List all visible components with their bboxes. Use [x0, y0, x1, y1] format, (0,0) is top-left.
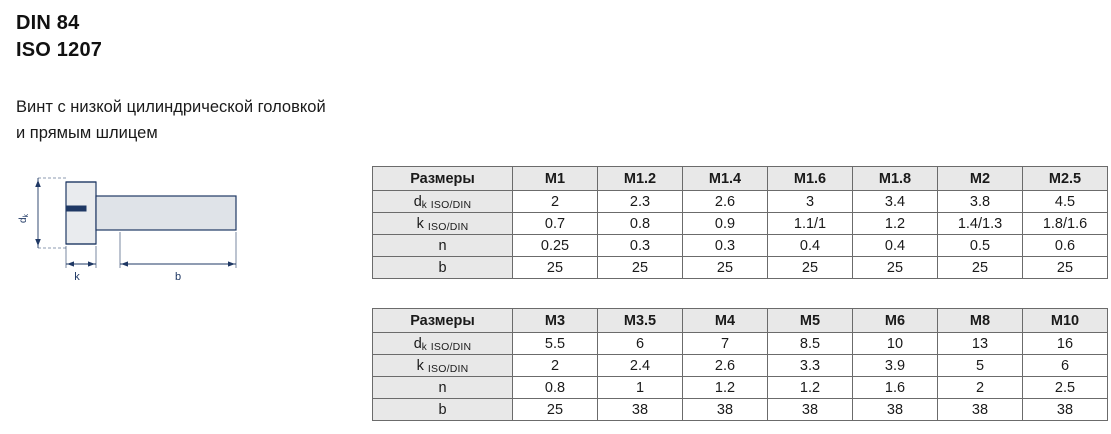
cell: 25 [853, 257, 938, 279]
col-header-m12: M1.2 [598, 167, 683, 191]
table-row [373, 333, 1108, 355]
row-label-n: n [373, 235, 513, 257]
cell: 38 [1023, 399, 1108, 421]
cell: 3.9 [853, 355, 938, 377]
col-header-sizes: Размеры [373, 309, 513, 333]
cell: 16 [1023, 333, 1108, 355]
cell: 0.3 [598, 235, 683, 257]
cell: 3.4 [853, 191, 938, 213]
cell: 38 [853, 399, 938, 421]
cell: 1.2 [683, 377, 768, 399]
product-description [16, 94, 366, 146]
table-header-row [373, 309, 1108, 333]
cell: 8.5 [768, 333, 853, 355]
cell: 5 [938, 355, 1023, 377]
cell: 25 [1023, 257, 1108, 279]
standard-din: DIN 84 [16, 12, 80, 34]
cell: 2.6 [683, 191, 768, 213]
table-row [373, 355, 1108, 377]
col-header-m18: M1.8 [853, 167, 938, 191]
cell: 13 [938, 333, 1023, 355]
cell: 2.4 [598, 355, 683, 377]
cell: 38 [683, 399, 768, 421]
col-header-m6: M6 [853, 309, 938, 333]
cell: 1.8/1.6 [1023, 213, 1108, 235]
cell: 2.6 [683, 355, 768, 377]
cell: 1.4/1.3 [938, 213, 1023, 235]
cell: 0.4 [853, 235, 938, 257]
cell: 2.3 [598, 191, 683, 213]
dimensions-table-small [372, 166, 1108, 279]
row-label-k: k ISO/DIN [373, 355, 513, 377]
cell: 2 [513, 191, 598, 213]
cell: 3.3 [768, 355, 853, 377]
cell: 0.4 [768, 235, 853, 257]
cell: 25 [513, 257, 598, 279]
table-row [373, 377, 1108, 399]
col-header-m16: M1.6 [768, 167, 853, 191]
header-block [16, 10, 366, 146]
cell: 2 [938, 377, 1023, 399]
cell: 0.8 [598, 213, 683, 235]
cell: 25 [513, 399, 598, 421]
cell: 2.5 [1023, 377, 1108, 399]
table-row [373, 191, 1108, 213]
cell: 4.5 [1023, 191, 1108, 213]
cell: 3.8 [938, 191, 1023, 213]
col-header-m14: M1.4 [683, 167, 768, 191]
table-header-row [373, 167, 1108, 191]
row-label-n: n [373, 377, 513, 399]
col-header-m3: M3 [513, 309, 598, 333]
row-label-dk: dk ISO/DIN [373, 333, 513, 355]
row-label-dk: dk ISO/DIN [373, 191, 513, 213]
row-label-b: b [373, 257, 513, 279]
cell: 0.3 [683, 235, 768, 257]
cell: 38 [938, 399, 1023, 421]
standard-title [16, 10, 366, 64]
cell: 38 [598, 399, 683, 421]
standard-iso: ISO 1207 [16, 39, 103, 61]
cell: 0.7 [513, 213, 598, 235]
cell: 1.2 [853, 213, 938, 235]
cell: 5.5 [513, 333, 598, 355]
cell: 25 [683, 257, 768, 279]
col-header-m5: M5 [768, 309, 853, 333]
cell: 0.5 [938, 235, 1023, 257]
col-header-m2: M2 [938, 167, 1023, 191]
cell: 25 [768, 257, 853, 279]
description-line-1: Винт с низкой цилиндрической головкой [16, 98, 326, 116]
cell: 25 [598, 257, 683, 279]
cell: 2 [513, 355, 598, 377]
cell: 1.6 [853, 377, 938, 399]
col-header-sizes: Размеры [373, 167, 513, 191]
col-header-m10: M10 [1023, 309, 1108, 333]
row-label-k: k ISO/DIN [373, 213, 513, 235]
row-label-b: b [373, 399, 513, 421]
cell: 7 [683, 333, 768, 355]
col-header-m35: M3.5 [598, 309, 683, 333]
cell: 0.6 [1023, 235, 1108, 257]
description-line-2: и прямым шлицем [16, 124, 158, 142]
svg-text:dk: $d_k$ [18, 213, 30, 223]
col-header-m8: M8 [938, 309, 1023, 333]
cell: 1 [598, 377, 683, 399]
cell: 38 [768, 399, 853, 421]
table-row [373, 213, 1108, 235]
cell: 3 [768, 191, 853, 213]
cell: 1.1/1 [768, 213, 853, 235]
screw-technical-drawing [8, 168, 258, 288]
table-row [373, 257, 1108, 279]
cell: 6 [598, 333, 683, 355]
cell: 0.9 [683, 213, 768, 235]
cell: 6 [1023, 355, 1108, 377]
cell: 25 [938, 257, 1023, 279]
table-row [373, 399, 1108, 421]
col-header-m4: M4 [683, 309, 768, 333]
drawing-label-k: k [74, 271, 80, 283]
table-row [373, 235, 1108, 257]
col-header-m1: M1 [513, 167, 598, 191]
dimensions-table-large [372, 308, 1108, 421]
col-header-m25: M2.5 [1023, 167, 1108, 191]
cell: 0.8 [513, 377, 598, 399]
cell: 1.2 [768, 377, 853, 399]
drawing-label-b: b [174, 271, 182, 283]
cell: 0.25 [513, 235, 598, 257]
cell: 10 [853, 333, 938, 355]
